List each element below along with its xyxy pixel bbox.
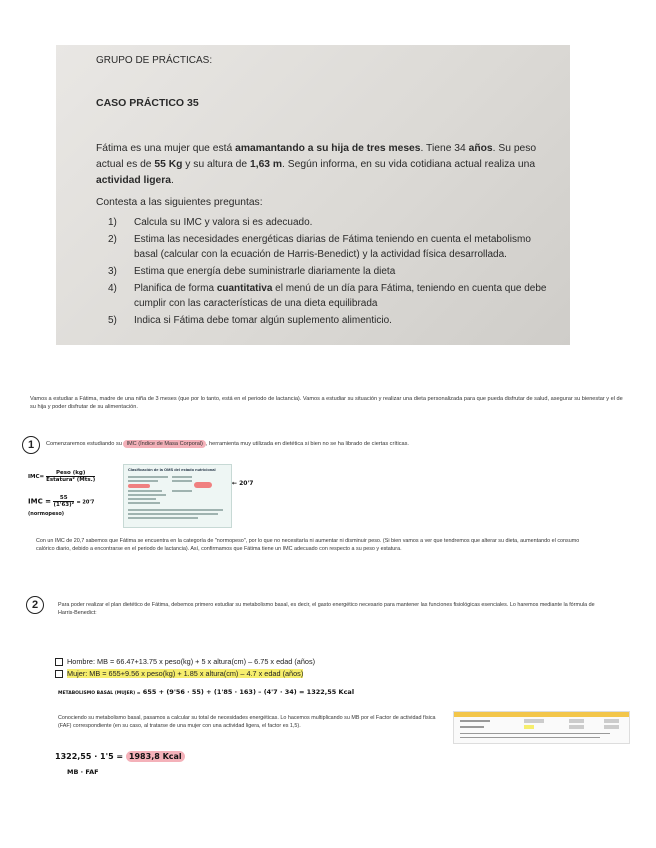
section-2-lead: Para poder realizar el plan dietético de Fátima, debemos primero estudiar su metabolismo basal, es decir, el gasto energético necesario para mantener las funciones fisiológicas esenciales. Lo haremos mediante la fórmula de Harris-Benedict: [58, 602, 595, 616]
section-1-marker: 1 [22, 436, 40, 454]
faf-table [453, 711, 630, 744]
energy-total: 1322,55 · 1'5 = 1983,8 Kcal [55, 752, 185, 761]
list-item: 4) Planifica de forma cuantitativa el menú de un día para Fátima, teniendo en cuenta que debe cumplir con las características de una dieta equilibrada [108, 283, 547, 309]
harris-benedict-formulas [55, 657, 315, 681]
section-2-body: Conociendo su metabolismo basal, pasamos a calcular su total de necesidades energéticas. Lo hacemos multiplicando su MB por el Factor de actividad física (FAF) correspondiente (en su caso, al tratarse de una mujer con una actividad ligera, el factor es 1,5). [58, 715, 436, 729]
mb-calculation: METABOLISMO BASAL (MUJER) = 655 + (9'56 · 55) + (1'85 · 163) – (4'7 · 34) = 1322,55 Kcal [58, 688, 355, 696]
normopeso-highlight [128, 484, 150, 488]
case-title: CASO PRÁCTICO 35 [96, 97, 199, 109]
energy-total-highlight: 1983,8 Kcal [126, 751, 185, 762]
imc-calculation: IMC = $\frac{55}{\text{(1'63)²}}$ = 20'7 (normopeso) [28, 495, 95, 517]
list-item: 1) Calcula su IMC y valora si es adecuado. [108, 217, 313, 228]
case-photo [56, 45, 570, 345]
energy-note: MB · FAF [67, 768, 99, 776]
formula-men: Hombre: MB = 66.47+13.75 x peso(kg) + 5 x altura(cm) – 6.75 x edad (años) [55, 657, 315, 666]
intro-paragraph: Vamos a estudiar a Fátima, madre de una niña de 3 meses (que por lo tanto, está en el periodo de lactancia). Vamos a estudiar su situación y realizar una dieta personalizada para que pueda disfrutar de salud, asegurar su bienestar y el de su hija y poder disfrutar de su alimentación. [30, 396, 623, 410]
section-1-lead: Comenzaremos estudiando su IMC (Índice de Masa Corporal) , herramienta muy utilizada en dietética si bien no se ha librado de ciertas críticas. [46, 441, 409, 447]
imc-arrow-annotation: ← 20'7 [232, 480, 254, 487]
questions-list [108, 215, 548, 330]
list-item: 2) Estima las necesidades energéticas diarias de Fátima teniendo en cuenta el metabolismo basal (calcular con la ecuación de Harris-Benedict) y la actividad física desarrollada. [108, 234, 531, 260]
imc-formula: IMC= $\frac{\text{Peso (kg)}}{\text{Estatura² (Mts.)}}$ [28, 470, 96, 483]
formula-women: Mujer: MB = 655+9.56 x peso(kg) + 1.85 x altura(cm) – 4.7 x edad (años) [55, 669, 315, 678]
list-item: 3) Estima que energía debe suministrarle diariamente la dieta [108, 266, 396, 277]
section-1-body: Con un IMC de 20,7 sabemos que Fátima se encuentra en la categoría de "normopeso", por lo que no necesitaría ni aumentar ni disminuir peso. (Si bien vamos a ver que tendremos que alterar su dieta, aumentando el consumo calórico diario, debido a encontrarse en el periodo de lactancia). Así, confirmamos que Fátima tiene un IMC adecuado con respecto a su peso y estatura. [36, 538, 580, 552]
group-label: GRUPO DE PRÁCTICAS: [96, 55, 213, 66]
questions-heading: Contesta a las siguientes preguntas: [96, 197, 263, 208]
imc-classification-table: Clasificación de la OMS del estado nutricional [123, 464, 232, 528]
case-intro: Fátima es una mujer que está amamantando a su hija de tres meses. Tiene 34 años. Su peso actual es de 55 Kg y su altura de 1,63 m. Según informa, en su vida cotidiana actual realiza una actividad ligera. [96, 143, 537, 186]
section-2-marker: 2 [26, 596, 44, 614]
imc-highlight: IMC (Índice de Masa Corporal) [123, 440, 205, 448]
list-item: 5) Indica si Fátima debe tomar algún suplemento alimenticio. [108, 315, 392, 326]
